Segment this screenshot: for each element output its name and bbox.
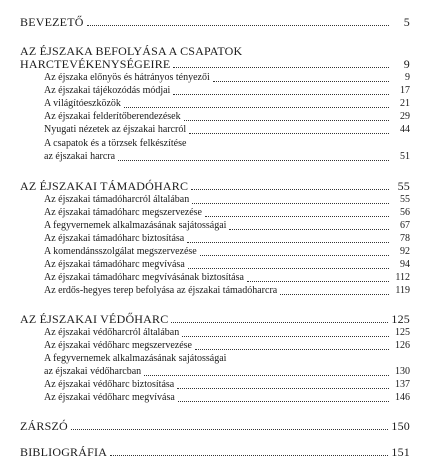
toc-page-number: 51 — [400, 151, 410, 162]
toc-entry-title: AZ ÉJSZAKAI VÉDŐHARC — [20, 312, 169, 326]
toc-page-number: 55 — [400, 194, 410, 205]
toc-page-number: 21 — [400, 98, 410, 109]
dot-leader — [184, 112, 389, 121]
toc-subentry — [44, 194, 410, 206]
dot-leader — [173, 86, 389, 95]
toc-subentry — [44, 124, 410, 136]
toc-entry-title: ZÁRSZÓ — [20, 419, 68, 433]
toc-entry-title: A komendánsszolgálat megszervezése — [44, 246, 197, 257]
dot-leader — [205, 208, 389, 217]
dot-leader — [213, 73, 389, 82]
toc-page-number: 112 — [395, 272, 410, 283]
toc-entry-title: az éjszakai védőharcban — [44, 366, 142, 377]
toc-page-number: 150 — [391, 419, 410, 433]
toc-page-number: 92 — [400, 246, 410, 257]
toc-entry-title: Az éjszakai támadóharc biztosítása — [44, 233, 185, 244]
toc-subentry — [44, 85, 410, 97]
toc-page-number: 9 — [403, 57, 410, 71]
dot-leader — [200, 247, 389, 256]
toc-entry-title: Az éjszakai támadóharc megvívásának biztosítása — [44, 272, 244, 283]
toc-subentry — [44, 340, 410, 352]
toc-subentry — [44, 233, 410, 245]
dot-leader — [173, 59, 389, 68]
dot-leader — [192, 195, 389, 204]
toc-entry-title: A fegyvernemek alkalmazásának sajátosságai — [44, 220, 227, 231]
toc-subentry — [44, 327, 410, 339]
toc-page-number: 78 — [400, 233, 410, 244]
toc-subentry — [44, 72, 410, 84]
toc-entry-title: A fegyvernemek alkalmazásának sajátosságai — [44, 353, 227, 364]
toc-entry-title: Az erdős-hegyes terep befolyása az éjszakai támadóharcra — [44, 285, 278, 296]
toc-page-number: 151 — [391, 445, 410, 459]
toc-entry-title: Nyugati nézetek az éjszakai harcról — [44, 124, 187, 135]
toc-entry-title: Az éjszakai támadóharcról általában — [44, 194, 190, 205]
dot-leader — [110, 447, 388, 456]
dot-leader — [177, 380, 389, 389]
toc-subentry — [44, 285, 410, 297]
dot-leader — [71, 421, 389, 430]
toc-entry-title: BIBLIOGRÁFIA — [20, 445, 108, 459]
toc-subentry — [44, 138, 410, 150]
dot-leader — [171, 314, 388, 323]
toc-subentry — [44, 111, 410, 123]
toc-page-number: 5 — [403, 15, 410, 29]
dot-leader — [118, 152, 389, 161]
toc-subentry — [44, 98, 410, 110]
toc-page-number: 125 — [391, 312, 410, 326]
toc-subentry — [44, 353, 410, 365]
toc-section-heading — [20, 180, 410, 192]
dot-leader — [182, 328, 389, 337]
toc-subentry — [44, 259, 410, 271]
toc-subentry — [44, 379, 410, 391]
toc-entry-title: A csapatok és a törzsek felkészítése — [44, 138, 187, 149]
toc-section-heading — [20, 446, 410, 458]
toc-entry-title: Az éjszakai védőharcról általában — [44, 327, 180, 338]
toc-section-heading — [20, 45, 410, 57]
toc-page-number: 67 — [400, 220, 410, 231]
dot-leader — [124, 99, 389, 108]
toc-page-number: 94 — [400, 259, 410, 270]
toc-entry-title: Az éjszakai támadóharc megszervezése — [44, 207, 202, 218]
toc-subentry — [44, 207, 410, 219]
toc-section-heading — [20, 313, 410, 325]
dot-leader — [188, 260, 389, 269]
toc-entry-title: AZ ÉJSZAKAI TÁMADÓHARC — [20, 179, 189, 193]
toc-subentry — [44, 246, 410, 258]
toc-subentry — [44, 151, 410, 163]
toc-page-number: 17 — [400, 85, 410, 96]
toc-page-number: 146 — [395, 392, 410, 403]
toc-entry-title: Az éjszakai védőharc megvívása — [44, 392, 175, 403]
toc-entry-title: AZ ÉJSZAKA BEFOLYÁSA A CSAPATOK — [20, 44, 243, 58]
toc-subentry — [44, 220, 410, 232]
toc-page-number: 44 — [400, 124, 410, 135]
toc-entry-title: Az éjszakai támadóharc megvívása — [44, 259, 185, 270]
dot-leader — [187, 234, 389, 243]
dot-leader — [178, 393, 389, 402]
toc-subentry — [44, 392, 410, 404]
toc-entry-title: Az éjszakai védőharc biztosítása — [44, 379, 175, 390]
toc-page-number: 137 — [395, 379, 410, 390]
toc-subentry — [44, 366, 410, 378]
toc-page-number: 119 — [395, 285, 410, 296]
dot-leader — [189, 125, 389, 134]
toc-page-number: 56 — [400, 207, 410, 218]
toc-entry-title: Az éjszakai felderítőberendezések — [44, 111, 181, 122]
toc-section-heading — [20, 58, 410, 70]
dot-leader — [87, 17, 389, 26]
toc-section-heading — [20, 16, 410, 28]
toc-page-number: 126 — [395, 340, 410, 351]
dot-leader — [280, 286, 389, 295]
toc-entry-title: BEVEZETŐ — [20, 15, 84, 29]
toc-entry-title: A világítóeszközök — [44, 98, 121, 109]
toc-page-number: 130 — [395, 366, 410, 377]
toc-section-heading — [20, 420, 410, 432]
dot-leader — [144, 367, 389, 376]
toc-entry-title: Az éjszakai védőharc megszervezése — [44, 340, 192, 351]
toc-entry-title: Az éjszakai tájékozódás módjai — [44, 85, 171, 96]
dot-leader — [191, 181, 389, 190]
toc-page-number: 125 — [395, 327, 410, 338]
toc-entry-title: HARCTEVÉKENYSÉGEIRE — [20, 57, 171, 71]
toc-page-number: 55 — [397, 179, 410, 193]
toc-page-number: 9 — [405, 72, 410, 83]
dot-leader — [195, 341, 389, 350]
toc-subentry — [44, 272, 410, 284]
toc-entry-title: az éjszakai harcra — [44, 151, 116, 162]
dot-leader — [229, 221, 389, 230]
toc-entry-title: Az éjszaka előnyös és hátrányos tényezői — [44, 72, 210, 83]
toc-page-number: 29 — [400, 111, 410, 122]
dot-leader — [247, 273, 389, 282]
